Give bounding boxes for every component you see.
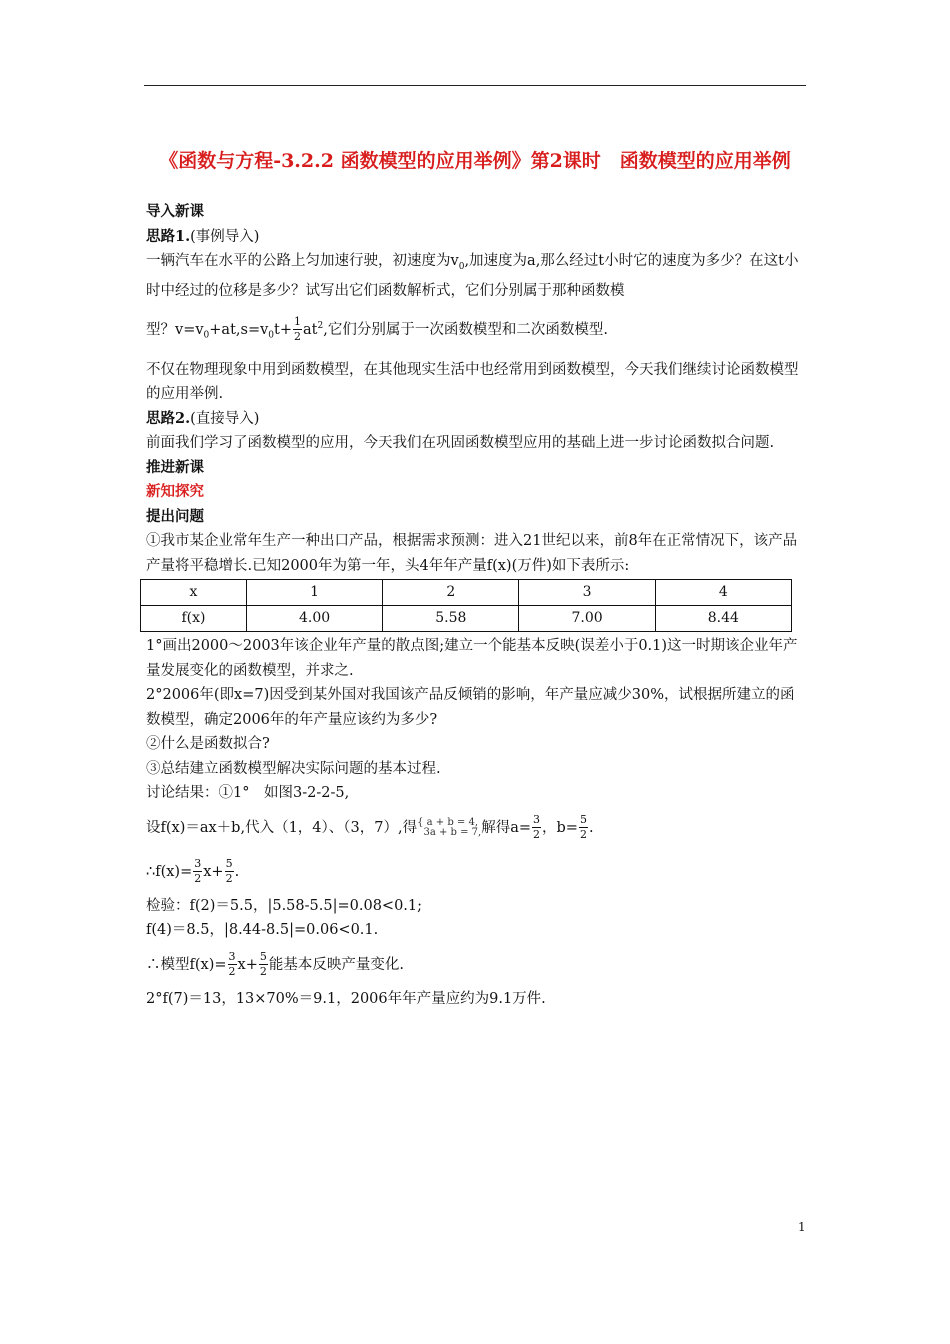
table-cell: 7.00 [519, 606, 655, 632]
fraction-a [532, 813, 541, 842]
idea1-line [146, 225, 808, 250]
header-rule [144, 85, 806, 86]
question-1: ①我市某企业常年生产一种出口产品，根据需求预测：进入21世纪以来，前8年在正常情况下，该产品产量将平稳增长.已知2000年为第一年，头4年年产量f(x)(万件)如下表所示: [146, 533, 798, 574]
discussion-5: f(4)＝8.5，|8.44-8.5|=0.06<0.1. [146, 922, 379, 939]
paragraph-1 [146, 249, 808, 304]
d6-end: 能基本反映产量变化. [268, 956, 404, 973]
idea2-suffix: (直接导入) [190, 410, 260, 427]
paragraph-4: 前面我们学习了函数模型的应用，今天我们在巩固函数模型应用的基础上进一步讨论函数拟合问题. [146, 435, 775, 452]
discussion-1: 讨论结果：①1° 如图3-2-2-5, [146, 785, 350, 802]
page-title: 《函数与方程-3.2.2 函数模型的应用举例》第2课时 函数模型的应用举例 [159, 150, 791, 172]
discussion-6 [146, 943, 808, 987]
data-table [140, 579, 792, 632]
fraction-5-2 [225, 857, 234, 886]
fraction-3-2 [193, 857, 202, 886]
fraction-3-2 [228, 950, 237, 979]
question-3: ③总结建立函数模型解决实际问题的基本过程. [146, 760, 441, 777]
p1-sub: 0 [458, 261, 465, 272]
explore-heading: 新知探究 [146, 483, 204, 501]
frac-den: 2 [294, 330, 302, 344]
question-1b: 2°2006年(即x=7)因受到某外国对我国该产品反倾销的影响，年产量应减少30%，试根据所建立的函数模型，确定2006年的年产量应该约为多少? [146, 687, 795, 728]
d2-end: . [588, 819, 594, 836]
fraction-one-half [293, 315, 302, 344]
d6-start: ∴模型f(x)= [146, 956, 227, 973]
table-row [141, 580, 792, 606]
equation-system: { a + b = 4, 3a + b = 7, [417, 816, 482, 838]
d2-mid2: ，b= [542, 819, 578, 836]
d6-mid: x+ [237, 956, 258, 973]
document-body [146, 200, 808, 1011]
d2-start: 设f(x)＝ax＋b,代入（1，4）、（3，7）,得 [146, 819, 418, 836]
p2-end: ,它们分别属于一次函数模型和二次函数模型. [323, 321, 608, 338]
frac-num: 3 [533, 813, 540, 827]
discussion-7: 2°f(7)＝13，13×70%＝9.1，2006年年产量应约为9.1万件. [146, 990, 546, 1007]
frac-den: 2 [228, 965, 236, 979]
question-1a: 1°画出2000～2003年该企业年产量的散点图;建立一个能基本反映(误差小于0.1)这一时期该企业年产量发展变化的函数模型，并求之. [146, 638, 798, 679]
paragraph-2 [146, 304, 808, 358]
idea1-label: 思路1. [146, 227, 191, 245]
table-cell: 3 [519, 580, 655, 606]
fraction-b [579, 813, 588, 842]
paragraph-3: 不仅在物理现象中用到函数模型，在其他现实生活中也经常用到函数模型，今天我们继续讨论函数模型的应用举例. [146, 361, 799, 403]
frac-den: 2 [533, 828, 540, 842]
p2-sup: 2 [317, 320, 324, 331]
p2-sub2: 0 [268, 330, 275, 341]
frac-num: 5 [225, 857, 233, 871]
frac-den: 2 [225, 872, 233, 886]
fraction-5-2 [259, 950, 268, 979]
table-cell: 5.58 [383, 606, 519, 632]
question-2: ②什么是函数拟合? [146, 736, 270, 753]
d3-start: ∴f(x)= [146, 863, 193, 880]
intro-heading: 导入新课 [146, 203, 204, 220]
p2-end-a: at [303, 321, 318, 338]
p1-text: 一辆汽车在水平的公路上匀加速行驶，初速度为v [146, 253, 459, 269]
frac-num: 5 [579, 813, 587, 827]
frac-num: 5 [259, 950, 267, 964]
p1b-text: ,加速度为a,那么经过t小时它的速度为多少？在这t小时中经过的位移是多少？试写出它们函数解析式，它们分别属于那种函数模 [146, 253, 799, 300]
table-cell: f(x) [141, 606, 247, 632]
question-heading: 提出问题 [146, 507, 204, 525]
table-cell: 2 [383, 580, 519, 606]
idea2-line [146, 407, 808, 432]
discussion-4: 检验：f(2)＝5.5，|5.58-5.5|=0.08<0.1; [146, 897, 423, 914]
table-row [141, 606, 792, 632]
p2-mid: +at,s=v [209, 321, 269, 338]
advance-heading: 推进新课 [146, 458, 204, 476]
discussion-2 [146, 806, 808, 850]
table-cell: 4.00 [246, 606, 382, 632]
table-cell: 8.44 [655, 606, 791, 632]
discussion-3 [146, 850, 808, 894]
p2-mid2: t+ [274, 321, 293, 338]
p2-sub1: 0 [203, 330, 210, 341]
d3-mid: x+ [203, 863, 224, 880]
frac-den: 2 [579, 828, 587, 842]
frac-den: 2 [259, 965, 267, 979]
frac-num: 1 [294, 315, 302, 329]
system-eq-2: 3a + b = 7, [423, 826, 482, 838]
system-eq-1: a + b = 4, [426, 816, 479, 828]
table-cell: 4 [655, 580, 791, 606]
frac-den: 2 [194, 872, 202, 886]
idea1-suffix: (事例导入) [190, 228, 260, 245]
table-cell: 1 [246, 580, 382, 606]
p2-start: 型？v=v [146, 321, 204, 338]
d2-mid: 解得a= [481, 819, 531, 836]
frac-num: 3 [228, 950, 236, 964]
table-cell: x [141, 580, 247, 606]
d3-end: . [234, 863, 240, 880]
frac-num: 3 [194, 857, 202, 871]
idea2-label: 思路2. [146, 409, 191, 427]
page-number: 1 [798, 1220, 806, 1234]
